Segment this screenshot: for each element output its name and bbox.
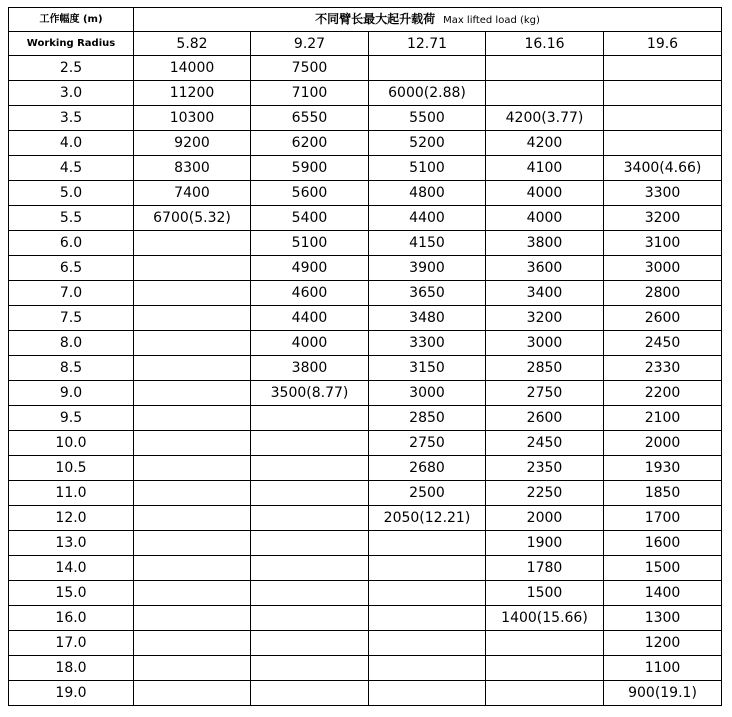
load-cell: 1400 bbox=[604, 581, 722, 606]
table-row bbox=[9, 356, 722, 381]
radius-cell: 15.0 bbox=[9, 581, 134, 606]
load-cell bbox=[251, 431, 369, 456]
load-cell: 8300 bbox=[134, 156, 251, 181]
load-cell: 5400 bbox=[251, 206, 369, 231]
load-cell: 1600 bbox=[604, 531, 722, 556]
load-cell bbox=[251, 606, 369, 631]
table-row bbox=[9, 231, 722, 256]
load-cell: 1780 bbox=[486, 556, 604, 581]
load-cell: 6000(2.88) bbox=[369, 81, 486, 106]
load-cell bbox=[134, 256, 251, 281]
load-cell bbox=[369, 631, 486, 656]
load-cell bbox=[134, 381, 251, 406]
load-cell bbox=[251, 681, 369, 706]
load-cell: 2750 bbox=[369, 431, 486, 456]
load-cell: 3300 bbox=[369, 331, 486, 356]
load-cell: 1500 bbox=[604, 556, 722, 581]
radius-cell: 10.0 bbox=[9, 431, 134, 456]
load-chart-table bbox=[8, 7, 722, 706]
radius-cell: 18.0 bbox=[9, 656, 134, 681]
load-cell bbox=[369, 556, 486, 581]
table-row bbox=[9, 306, 722, 331]
load-cell bbox=[134, 456, 251, 481]
load-cell bbox=[369, 606, 486, 631]
table-row bbox=[9, 656, 722, 681]
load-cell: 1700 bbox=[604, 506, 722, 531]
load-cell: 4200(3.77) bbox=[486, 106, 604, 131]
load-cell: 3500(8.77) bbox=[251, 381, 369, 406]
table-row bbox=[9, 206, 722, 231]
boom-length-header: 16.16 bbox=[486, 32, 604, 56]
load-cell bbox=[369, 656, 486, 681]
table-row bbox=[9, 406, 722, 431]
boom-length-header: 5.82 bbox=[134, 32, 251, 56]
load-cell: 6700(5.32) bbox=[134, 206, 251, 231]
load-cell bbox=[604, 56, 722, 81]
load-cell: 2600 bbox=[604, 306, 722, 331]
load-cell: 7100 bbox=[251, 81, 369, 106]
load-cell: 3800 bbox=[251, 356, 369, 381]
load-cell bbox=[134, 656, 251, 681]
radius-cell: 17.0 bbox=[9, 631, 134, 656]
load-cell bbox=[134, 281, 251, 306]
load-cell: 3000 bbox=[369, 381, 486, 406]
load-cell: 4800 bbox=[369, 181, 486, 206]
load-cell bbox=[486, 656, 604, 681]
load-cell bbox=[251, 631, 369, 656]
radius-cell: 5.0 bbox=[9, 181, 134, 206]
load-cell bbox=[134, 356, 251, 381]
load-cell: 1300 bbox=[604, 606, 722, 631]
load-cell: 1500 bbox=[486, 581, 604, 606]
load-cell: 3200 bbox=[486, 306, 604, 331]
header-row-title bbox=[9, 8, 722, 32]
load-cell: 4000 bbox=[486, 206, 604, 231]
radius-cell: 4.5 bbox=[9, 156, 134, 181]
load-cell: 900(19.1) bbox=[604, 681, 722, 706]
load-cell bbox=[604, 106, 722, 131]
load-cell: 2850 bbox=[369, 406, 486, 431]
load-cell bbox=[251, 481, 369, 506]
table-row bbox=[9, 681, 722, 706]
load-cell bbox=[251, 456, 369, 481]
radius-cell: 12.0 bbox=[9, 506, 134, 531]
load-cell: 1930 bbox=[604, 456, 722, 481]
load-cell bbox=[134, 481, 251, 506]
load-cell bbox=[369, 531, 486, 556]
table-row bbox=[9, 506, 722, 531]
load-cell bbox=[251, 581, 369, 606]
load-cell: 2350 bbox=[486, 456, 604, 481]
load-cell bbox=[134, 631, 251, 656]
load-cell: 4000 bbox=[486, 181, 604, 206]
radius-cell: 6.0 bbox=[9, 231, 134, 256]
radius-cell: 14.0 bbox=[9, 556, 134, 581]
table-row bbox=[9, 181, 722, 206]
load-cell bbox=[486, 56, 604, 81]
boom-length-header: 19.6 bbox=[604, 32, 722, 56]
load-cell bbox=[486, 681, 604, 706]
load-cell: 2500 bbox=[369, 481, 486, 506]
load-cell: 2050(12.21) bbox=[369, 506, 486, 531]
max-load-title bbox=[134, 8, 722, 32]
load-cell: 1100 bbox=[604, 656, 722, 681]
load-cell: 4100 bbox=[486, 156, 604, 181]
load-cell: 2600 bbox=[486, 406, 604, 431]
load-cell bbox=[134, 231, 251, 256]
load-cell: 14000 bbox=[134, 56, 251, 81]
table-row bbox=[9, 631, 722, 656]
load-cell: 3000 bbox=[604, 256, 722, 281]
load-cell bbox=[134, 431, 251, 456]
load-cell: 2000 bbox=[604, 431, 722, 456]
table-row bbox=[9, 606, 722, 631]
load-cell: 4600 bbox=[251, 281, 369, 306]
table-row bbox=[9, 431, 722, 456]
load-cell: 3000 bbox=[486, 331, 604, 356]
load-cell: 5900 bbox=[251, 156, 369, 181]
load-cell: 4000 bbox=[251, 331, 369, 356]
load-cell bbox=[251, 506, 369, 531]
load-cell: 1850 bbox=[604, 481, 722, 506]
load-cell: 7500 bbox=[251, 56, 369, 81]
radius-cell: 8.0 bbox=[9, 331, 134, 356]
radius-cell: 11.0 bbox=[9, 481, 134, 506]
table-row bbox=[9, 531, 722, 556]
radius-cell: 5.5 bbox=[9, 206, 134, 231]
load-cell: 2800 bbox=[604, 281, 722, 306]
load-cell bbox=[134, 531, 251, 556]
load-cell bbox=[134, 406, 251, 431]
table-row bbox=[9, 81, 722, 106]
load-cell bbox=[486, 81, 604, 106]
table-row bbox=[9, 156, 722, 181]
load-cell: 1200 bbox=[604, 631, 722, 656]
load-cell: 3480 bbox=[369, 306, 486, 331]
radius-cell: 9.0 bbox=[9, 381, 134, 406]
load-cell: 9200 bbox=[134, 131, 251, 156]
load-cell: 2450 bbox=[486, 431, 604, 456]
load-cell: 7400 bbox=[134, 181, 251, 206]
radius-cell: 13.0 bbox=[9, 531, 134, 556]
load-cell bbox=[251, 656, 369, 681]
radius-cell: 3.5 bbox=[9, 106, 134, 131]
load-cell: 3800 bbox=[486, 231, 604, 256]
load-cell: 11200 bbox=[134, 81, 251, 106]
load-cell: 2850 bbox=[486, 356, 604, 381]
load-cell: 4150 bbox=[369, 231, 486, 256]
table-body bbox=[9, 8, 722, 706]
load-cell bbox=[134, 506, 251, 531]
radius-cell: 19.0 bbox=[9, 681, 134, 706]
load-cell: 3150 bbox=[369, 356, 486, 381]
load-cell: 3650 bbox=[369, 281, 486, 306]
radius-cell: 7.0 bbox=[9, 281, 134, 306]
table-row bbox=[9, 331, 722, 356]
table-row bbox=[9, 106, 722, 131]
load-cell: 6200 bbox=[251, 131, 369, 156]
radius-cell: 10.5 bbox=[9, 456, 134, 481]
max-load-title-en: Max lifted load (kg) bbox=[443, 14, 540, 26]
load-cell bbox=[369, 581, 486, 606]
radius-cell: 9.5 bbox=[9, 406, 134, 431]
load-cell bbox=[134, 581, 251, 606]
load-cell: 3400(4.66) bbox=[604, 156, 722, 181]
load-cell: 4200 bbox=[486, 131, 604, 156]
load-cell: 3600 bbox=[486, 256, 604, 281]
load-cell: 5200 bbox=[369, 131, 486, 156]
load-cell bbox=[251, 406, 369, 431]
boom-length-header: 9.27 bbox=[251, 32, 369, 56]
load-cell: 5100 bbox=[369, 156, 486, 181]
table-row bbox=[9, 481, 722, 506]
load-cell bbox=[134, 556, 251, 581]
radius-cell: 4.0 bbox=[9, 131, 134, 156]
radius-cell: 2.5 bbox=[9, 56, 134, 81]
load-cell bbox=[604, 81, 722, 106]
load-cell bbox=[134, 606, 251, 631]
table-row bbox=[9, 281, 722, 306]
load-cell: 3200 bbox=[604, 206, 722, 231]
load-cell: 2100 bbox=[604, 406, 722, 431]
table-row bbox=[9, 456, 722, 481]
header-row-boom bbox=[9, 32, 722, 56]
load-cell: 3100 bbox=[604, 231, 722, 256]
load-cell: 2750 bbox=[486, 381, 604, 406]
load-cell: 5100 bbox=[251, 231, 369, 256]
radius-cell: 6.5 bbox=[9, 256, 134, 281]
table-row bbox=[9, 381, 722, 406]
radius-header-en: Working Radius bbox=[9, 32, 134, 56]
load-cell: 4900 bbox=[251, 256, 369, 281]
table-row bbox=[9, 131, 722, 156]
load-cell: 1900 bbox=[486, 531, 604, 556]
load-cell: 6550 bbox=[251, 106, 369, 131]
load-cell: 1400(15.66) bbox=[486, 606, 604, 631]
load-cell: 2200 bbox=[604, 381, 722, 406]
radius-cell: 7.5 bbox=[9, 306, 134, 331]
load-cell: 2450 bbox=[604, 331, 722, 356]
load-cell: 3400 bbox=[486, 281, 604, 306]
table-row bbox=[9, 581, 722, 606]
load-cell bbox=[251, 556, 369, 581]
radius-header-cn: 工作幅度 (m) bbox=[9, 8, 134, 32]
load-cell bbox=[134, 681, 251, 706]
load-cell: 3300 bbox=[604, 181, 722, 206]
radius-cell: 3.0 bbox=[9, 81, 134, 106]
max-load-title-cn: 不同臂长最大起升载荷 bbox=[315, 11, 436, 26]
load-cell bbox=[486, 631, 604, 656]
load-cell: 4400 bbox=[251, 306, 369, 331]
load-cell bbox=[369, 56, 486, 81]
boom-length-header: 12.71 bbox=[369, 32, 486, 56]
load-cell bbox=[134, 331, 251, 356]
load-cell bbox=[251, 531, 369, 556]
load-cell: 3900 bbox=[369, 256, 486, 281]
table-row bbox=[9, 56, 722, 81]
load-cell: 2250 bbox=[486, 481, 604, 506]
radius-cell: 16.0 bbox=[9, 606, 134, 631]
load-cell: 4400 bbox=[369, 206, 486, 231]
load-cell: 2680 bbox=[369, 456, 486, 481]
load-cell bbox=[134, 306, 251, 331]
load-cell: 5500 bbox=[369, 106, 486, 131]
load-cell: 5600 bbox=[251, 181, 369, 206]
load-cell: 2330 bbox=[604, 356, 722, 381]
table-row bbox=[9, 256, 722, 281]
table-row bbox=[9, 556, 722, 581]
load-cell: 10300 bbox=[134, 106, 251, 131]
load-cell bbox=[369, 681, 486, 706]
radius-cell: 8.5 bbox=[9, 356, 134, 381]
load-cell bbox=[604, 131, 722, 156]
load-cell: 2000 bbox=[486, 506, 604, 531]
